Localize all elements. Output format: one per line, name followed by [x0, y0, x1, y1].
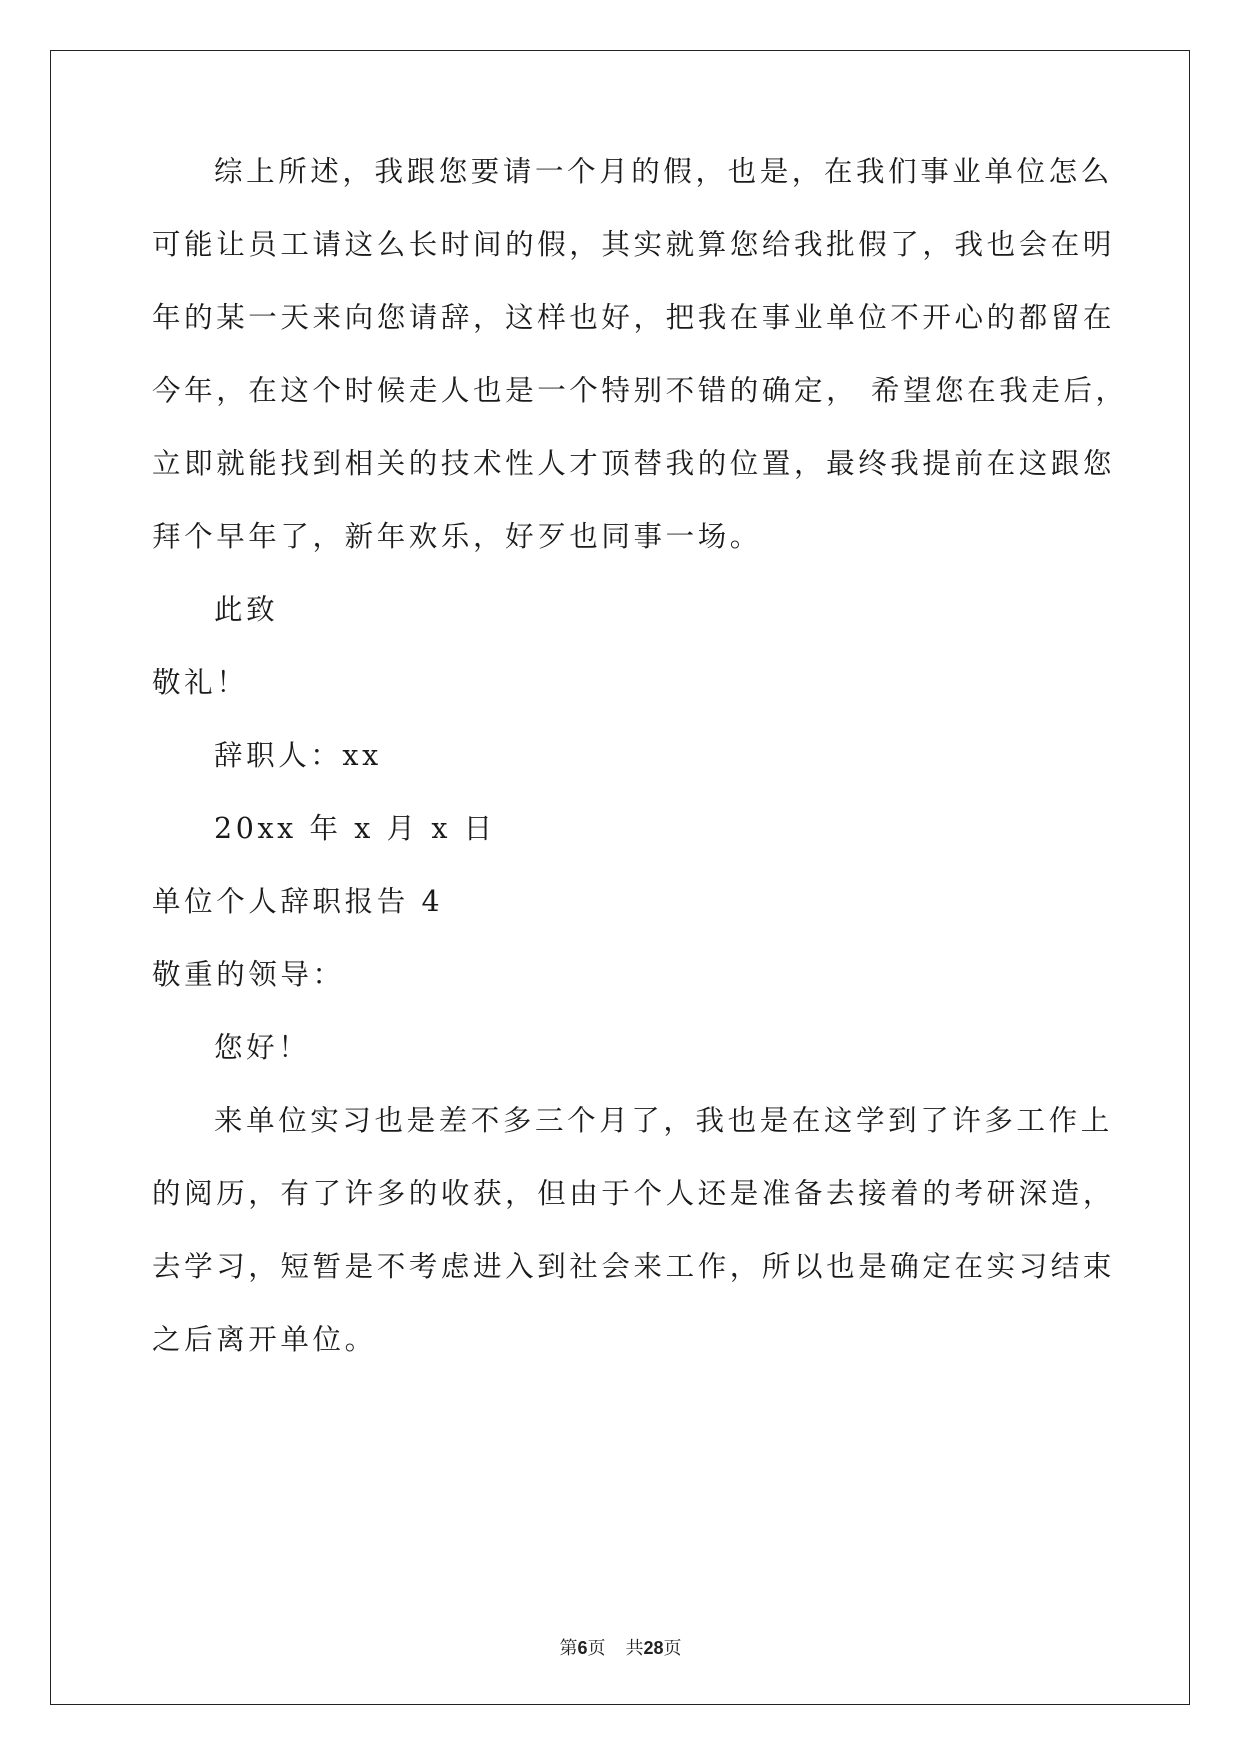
paragraph-line: 综上所述，我跟您要请一个月的假，也是，在我们事业单位怎么 [214, 155, 1113, 188]
paragraph-line: 去学习，短暂是不考虑进入到社会来工作，所以也是确定在实习结束 [152, 1250, 1116, 1283]
signer-name: 辞职人：xx [214, 739, 382, 772]
footer-page-suffix: 页 [587, 1638, 606, 1659]
page-footer [0, 1636, 1241, 1661]
signature-date: 20xx 年 x 月 x 日 [214, 812, 496, 845]
paragraph-line: 立即就能找到相关的技术性人才顶替我的位置，最终我提前在这跟您 [152, 447, 1116, 480]
paragraph-line: 拜个早年了，新年欢乐，好歹也同事一场。 [152, 520, 762, 553]
greeting: 您好！ [214, 1031, 311, 1064]
current-page-number: 6 [577, 1638, 588, 1658]
closing-regards: 敬礼！ [152, 666, 249, 699]
footer-total-suffix: 页 [663, 1638, 682, 1659]
closing-salutation: 此致 [214, 593, 279, 626]
footer-prefix: 第 [559, 1638, 578, 1659]
paragraph-line: 年的某一天来向您请辞，这样也好，把我在事业单位不开心的都留在 [152, 301, 1116, 334]
greeting-recipient: 敬重的领导： [152, 958, 345, 991]
paragraph-line: 来单位实习也是差不多三个月了，我也是在这学到了许多工作上 [214, 1104, 1113, 1137]
total-page-count: 28 [643, 1638, 664, 1658]
paragraph-line: 的阅历，有了许多的收获，但由于个人还是准备去接着的考研深造， [152, 1177, 1116, 1210]
paragraph-line: 今年，在这个时候走人也是一个特别不错的确定， 希望您在我走后， [152, 374, 1128, 407]
paragraph-line: 可能让员工请这么长时间的假，其实就算您给我批假了，我也会在明 [152, 228, 1116, 261]
paragraph-line: 之后离开单位。 [152, 1323, 377, 1356]
footer-total-prefix: 共 [625, 1638, 644, 1659]
section-heading: 单位个人辞职报告 4 [152, 885, 444, 918]
